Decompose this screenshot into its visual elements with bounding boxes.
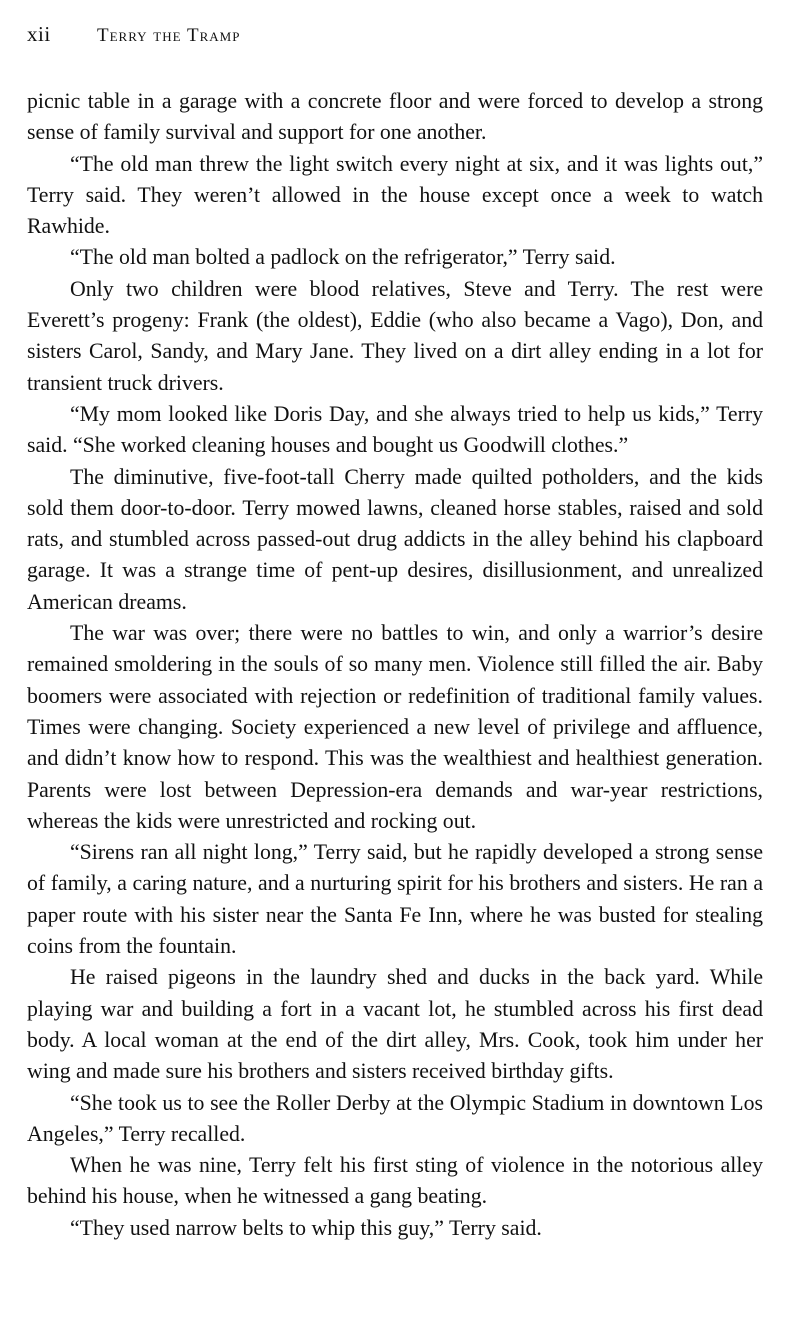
paragraph: “My mom looked like Doris Day, and she always tried to help us kids,” Terry said. “She worked cleaning houses and bought us Goodwill clothes.” — [27, 401, 763, 458]
paragraph: “Sirens ran all night long,” Terry said, but he rapidly developed a strong sense of family, a caring nature, and a nurturing spirit for his brothers and sisters. He ran a paper route with his sister near the Santa Fe Inn, where he was busted for stealing coins from the fountain. — [27, 840, 763, 959]
paragraph: The war was over; there were no battles to win, and only a warrior’s desire remained smoldering in the souls of so many men. Violence still filled the air. Baby boomers were associated with rejection or redefinition of traditional family values. Times were changing. Society experienced a new level of privilege and affluence, and didn’t know how to respond. This was the wealthiest and healthiest generation. Parents were lost between Depression-era demands and war-year restrictions, whereas the kids were unrestricted and rocking out. — [27, 621, 763, 833]
page-number: xii — [27, 22, 51, 46]
paragraph: “She took us to see the Roller Derby at the Olympic Stadium in downtown Los Angeles,” Terry recalled. — [27, 1090, 763, 1146]
body-text — [27, 86, 763, 1244]
paragraph: He raised pigeons in the laundry shed and ducks in the back yard. While playing war and building a fort in a vacant lot, he stumbled across his first dead body. A local woman at the end of the dirt alley, Mrs. Cook, took him under her wing and made sure his brothers and sisters received birthday gifts. — [27, 965, 763, 1084]
paragraph: Only two children were blood relatives, Steve and Terry. The rest were Everett’s progeny: Frank (the oldest), Eddie (who also became a Vago), Don, and sisters Carol, Sandy, and Mary Jane. They lived on a dirt alley ending in a lot for transient truck drivers. — [27, 276, 763, 395]
paragraph: When he was nine, Terry felt his first sting of violence in the notorious alley behind his house, when he witnessed a gang beating. — [27, 1153, 763, 1209]
paragraph: “The old man threw the light switch every night at six, and it was lights out,” Terry said. They weren’t allowed in the house except once a week to watch Rawhide. — [27, 151, 763, 239]
running-head — [27, 22, 240, 47]
paragraph: “The old man bolted a padlock on the refrigerator,” Terry said. — [70, 245, 616, 270]
book-title: Terry the Tramp — [97, 25, 241, 46]
paragraph: The diminutive, five-foot-tall Cherry made quilted potholders, and the kids sold them door-to-door. Terry mowed lawns, cleaned horse stables, raised and sold rats, and stumbled across passed-out drug addicts in the alley behind his clapboard garage. It was a strange time of pent-up desires, disillusionment, and unrealized American dreams. — [27, 464, 763, 614]
paragraph-continued: picnic table in a garage with a concrete floor and were forced to develop a strong sense of family survival and support for one another. — [27, 89, 763, 145]
paragraph: “They used narrow belts to whip this guy,” Terry said. — [70, 1215, 542, 1240]
